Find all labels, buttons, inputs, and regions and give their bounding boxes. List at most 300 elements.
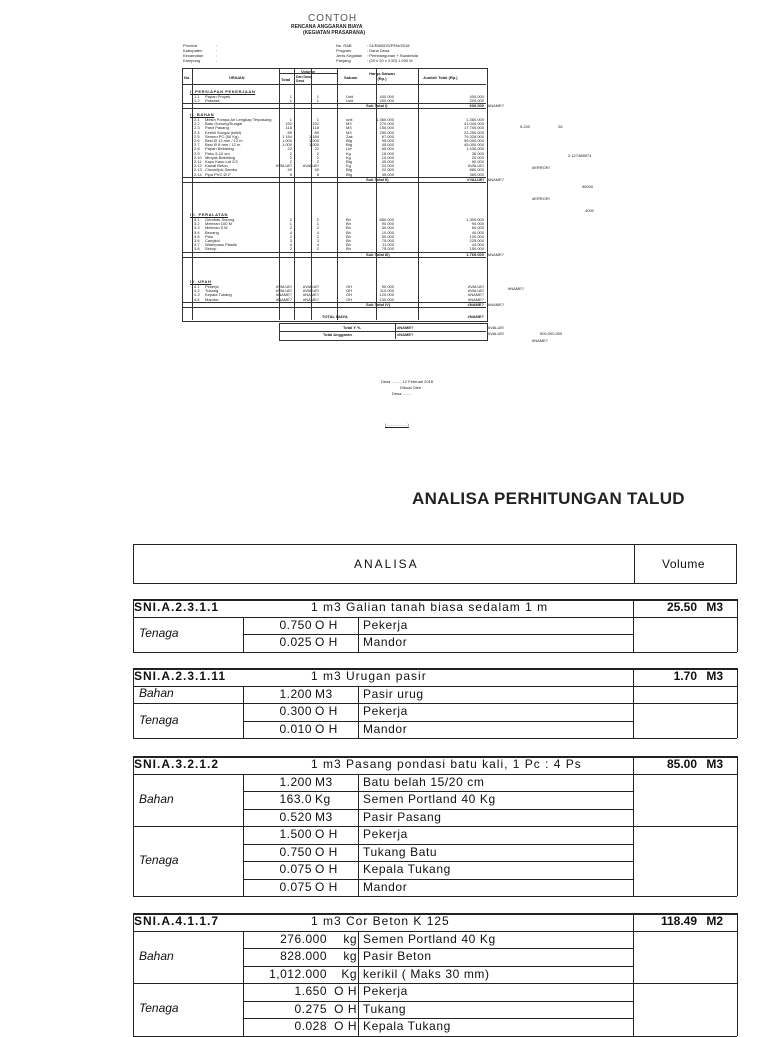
rab-cell-dana: 8: [316, 171, 319, 177]
rab-subtotal-label: Sub Total II): [366, 176, 389, 182]
table-rule: [243, 634, 633, 635]
rab-cell-dana: #VALUE!: [302, 163, 319, 169]
analisa-item: Mandor: [363, 879, 408, 894]
rab-cell-jumlah: 95.000.000: [463, 138, 484, 143]
table-rule: [243, 983, 244, 1036]
rab-cell-no: 2.1: [194, 117, 200, 122]
rab-cell-dana: 1: [316, 117, 319, 122]
rab-subtotal-label: Sub Total III): [366, 251, 390, 257]
rab-cell-dana: 2: [316, 225, 319, 231]
rab-cell-jumlah: #NAME?: [467, 292, 484, 298]
rab-cell-dana: 2: [316, 154, 319, 160]
table-rule: [243, 809, 633, 810]
hdr-uraian: URAIAN: [229, 75, 245, 80]
rab-cell-satuan: Bh: [346, 233, 351, 239]
rab-cell-satuan: Bh: [346, 229, 351, 235]
rab-cell-total: #VALUE!: [275, 163, 292, 169]
analisa-coef: 0.025: [279, 635, 312, 649]
rab-cell-total: 1.000: [281, 138, 292, 143]
analisa-desc: 1 m3 Urugan pasir: [311, 669, 427, 683]
analisa-volume-unit: M2: [706, 914, 723, 928]
rab-cell-total: 2: [289, 159, 292, 164]
analisa-unit: O H: [315, 827, 338, 841]
rab-subtotal-value: #VALUE!: [467, 176, 484, 182]
sign-role: Dibuat Oleh :: [400, 385, 424, 390]
rab-cell-jumlah: 36.000: [471, 150, 484, 156]
analisa-unit: Kg: [315, 792, 331, 806]
analisa-volume: 1.70: [673, 669, 697, 683]
rab-cell-satuan: Bh: [346, 246, 351, 252]
meta-right-label: Jenis Kegiatan: [336, 53, 363, 58]
table-rule: [358, 703, 359, 738]
analisa-unit: O H: [315, 862, 338, 876]
rab-cell-uraian: Besi Ø 8 mm / 12 m: [205, 142, 241, 148]
rab-cell-uraian: Paku 5-10 cm: [205, 150, 230, 156]
table-rule: [358, 983, 359, 1036]
rab-cell-no: 2.11: [194, 159, 202, 164]
analisa-coef: 0.750: [279, 844, 312, 859]
rab-cell-total: 118: [285, 125, 292, 131]
table-rule: [243, 826, 244, 896]
table-rule: [243, 791, 633, 792]
rab-cell-dana: 40: [314, 167, 319, 173]
side-note: 26: [558, 124, 563, 129]
analisa-coef: 276.000: [280, 931, 327, 946]
rab-cell-jumlah: 1.300.000: [466, 217, 484, 222]
meta-left-colon: :: [216, 53, 218, 58]
meta-right-value: : 01/RAB/DS/PEM/2018: [367, 43, 410, 48]
rab-cell-satuan: OH: [346, 288, 352, 294]
table-rule: [133, 617, 134, 652]
analisa-unit: M3: [315, 686, 333, 701]
analisa-coef: 0.275: [294, 1001, 327, 1016]
rab-subtotal-note: #NAME?: [488, 176, 505, 182]
rab-cell-dana: 2: [316, 217, 319, 222]
rab-cell-uraian: Kepala Tukang: [205, 292, 232, 298]
rab-cell-satuan: Btg: [346, 138, 353, 143]
rab-cell-uraian: Waterpass Plastik: [205, 242, 237, 248]
rab-cell-total: 1: [289, 98, 292, 104]
analisa-coef: 0.520: [279, 809, 312, 824]
rab-cell-no: 4.2: [194, 288, 200, 294]
rab-cell-total: 1.184: [281, 133, 292, 139]
analisa-code: SNI.A.4.1.1.7: [134, 914, 220, 928]
analisa-item: Pekerja: [363, 984, 408, 998]
rab-cell-harga: 11.000: [382, 242, 394, 248]
rab-cell-dana: 1.184: [308, 133, 319, 139]
rab-cell-uraian: Sekop: [205, 246, 217, 252]
rab-cell-satuan: Bh: [346, 225, 351, 231]
rab-subtotal-value: 1.769.000: [466, 251, 484, 257]
table-rule: [133, 983, 134, 1036]
rab-cell-harga: 50.000: [381, 233, 394, 239]
hdr-jumlah: Jumlah Total (Rp.): [423, 75, 458, 80]
analisa-category: Tenaga: [139, 1001, 179, 1016]
analisa-item: Pasir Beton: [363, 949, 432, 963]
rab-cell-total: 2: [289, 233, 292, 239]
rab-cell-harga: 75.000: [381, 246, 394, 252]
side-note: #NAME?: [508, 286, 525, 291]
rab-cell-no: 4.3: [194, 292, 200, 298]
rab-cell-total: #NAME?: [275, 296, 292, 302]
volume-col-label: Volume: [662, 557, 706, 571]
analisa-unit: O H: [315, 635, 338, 649]
rab-cell-no: 2.9: [194, 150, 200, 156]
table-rule: [737, 931, 738, 984]
side-note: #VALUE!: [488, 325, 505, 330]
side-note: 4000: [585, 208, 594, 213]
rab-cell-uraian: Pasir Pasang: [205, 125, 229, 131]
side-note: #ERROR!: [532, 165, 550, 170]
rab-cell-no: 2.2: [194, 121, 200, 127]
rab-cell-harga: 1.360.000: [376, 117, 394, 122]
analisa-coef: 828.000: [280, 949, 327, 963]
analisa-unit: O H: [315, 844, 338, 859]
rab-sheet: [0, 0, 768, 440]
side-note: #ERROR!: [532, 196, 550, 201]
rab-cell-harga: 10.000: [381, 154, 394, 160]
rab-cell-total: 2: [289, 217, 292, 222]
rab-cell-harga: 120.000: [379, 292, 394, 298]
rab-cell-harga: 200.000: [379, 98, 394, 104]
rab-cell-jumlah: 400.000: [469, 94, 484, 99]
analisa-item: Tukang: [363, 1001, 407, 1016]
analisa-category: Bahan: [139, 948, 174, 963]
analisa-item: Semen Portland 40 Kg: [363, 931, 496, 946]
rab-subtotal-note: #NAME?: [488, 251, 505, 257]
meta-left-label: Kabupaten: [183, 48, 203, 53]
table-rule: [737, 826, 738, 896]
rab-cell-harga: 130.000: [379, 296, 394, 302]
rab-cell-dana: 22: [314, 146, 319, 152]
analisa-item: Pekerja: [363, 704, 408, 718]
rab-cell-uraian: Benang: [205, 229, 219, 235]
rab-cell-satuan: OH: [346, 284, 352, 289]
rab-cell-uraian: Kerikil Sungai (krikil): [205, 129, 242, 135]
analisa-coef: 1,012.000: [269, 966, 327, 981]
rab-cell-uraian: Palu: [205, 233, 214, 239]
table-rule: [133, 652, 737, 653]
rab-cell-jumlah: 1.360.000: [466, 117, 484, 122]
table-rule: [358, 686, 359, 704]
rab-cell-dana: 4: [316, 242, 319, 248]
rab-cell-satuan: M3: [346, 125, 352, 131]
analisa-coef: 1.200: [279, 774, 312, 789]
analisa-coef: 0.028: [294, 1019, 327, 1033]
side-note: 96000: [582, 184, 594, 189]
analisa-coef: 1.200: [279, 686, 312, 701]
rab-cell-satuan: Btg: [346, 142, 353, 148]
analisa-category: Bahan: [139, 791, 174, 806]
rab-cell-uraian: Pipa PVC Ø 2": [205, 171, 232, 177]
rab-cell-jumlah: 100.000: [469, 233, 484, 239]
summary-label: Total Y %: [343, 325, 361, 330]
rab-cell-harga: 400.000: [379, 94, 394, 99]
analisa-volume-unit: M3: [706, 669, 723, 683]
analisa-coef: 0.075: [279, 862, 312, 876]
rab-cell-harga: 150.000: [379, 125, 394, 131]
rab-subtotal-label: Sub Total IV): [366, 301, 391, 307]
rab-cell-jumlah: 22.250.000: [463, 129, 484, 135]
rab-cell-satuan: Kg: [346, 163, 351, 169]
rab-title: RENCANA ANGGARAN BIAYA: [291, 24, 363, 30]
rab-cell-harga: 67.000: [381, 133, 394, 139]
analisa-item: Batu belah 15/20 cm: [363, 774, 485, 789]
rab-cell-dana: 1: [316, 94, 319, 99]
rab-cell-no: 3.8: [194, 246, 200, 252]
rab-subtotal-value: #NAME?: [467, 301, 484, 307]
rab-cell-dana: 152: [312, 121, 319, 127]
rab-cell-total: 4: [289, 242, 292, 248]
analisa-volume: 118.49: [660, 914, 697, 928]
analisa-unit: O H: [315, 704, 338, 718]
table-rule: [133, 1036, 737, 1037]
rab-cell-uraian: Mesin Pompa Air Lengkap Terpasang: [205, 117, 272, 122]
rab-cell-uraian: Minyak Bekisting: [205, 154, 236, 160]
analisa-unit: O H: [334, 1019, 357, 1033]
rab-cell-dana: 3: [316, 238, 319, 243]
rab-cell-jumlah: 44.000: [471, 242, 484, 248]
rab-cell-jumlah: 41.040.000: [463, 121, 484, 127]
rab-cell-harga: 10.000: [381, 229, 394, 235]
rab-cell-total: 1: [289, 221, 292, 227]
rab-section-title: III. PERALATAN: [190, 212, 229, 217]
rab-cell-jumlah: #VALUE!: [467, 284, 484, 289]
table-rule: [737, 983, 738, 1036]
hdr-volume: Volume: [301, 69, 316, 74]
rab-cell-uraian: Meteran 5 M: [205, 225, 228, 231]
hdr-total: Total: [281, 77, 291, 82]
rab-summary-box: [279, 323, 488, 341]
rab-cell-harga: 270.000: [379, 121, 394, 127]
meta-left-colon: :: [216, 43, 218, 48]
analisa-volume: 25.50: [666, 600, 697, 614]
meta-left-label: Kecamatan: [183, 53, 204, 58]
table-rule: [133, 599, 134, 617]
rab-cell-total: 1.000: [281, 142, 292, 148]
rab-cell-total: 2: [289, 225, 292, 231]
rab-cell-total: 89: [287, 129, 292, 135]
meta-right-label: Program: [336, 48, 352, 53]
table-rule: [737, 617, 738, 652]
analisa-coef: 0.010: [279, 721, 312, 736]
rab-cell-total: 4: [289, 229, 292, 235]
sign-place: Desa ........, 12 Februari 2018: [381, 379, 434, 384]
rab-cell-harga: 30.000: [381, 225, 394, 231]
rab-cell-satuan: Kg: [346, 150, 351, 156]
rab-cell-dana: 2: [316, 246, 319, 252]
rab-cell-harga: 75.000: [381, 238, 394, 243]
rab-cell-dana: #VALUE!: [302, 284, 319, 289]
rab-cell-uraian: Gerobak Sorong: [205, 217, 235, 222]
rab-cell-total: 1: [289, 94, 292, 99]
rab-cell-jumlah: 90.000: [471, 221, 484, 227]
table-rule: [633, 931, 634, 984]
table-rule: [133, 931, 134, 984]
rab-cell-jumlah: 20.000: [471, 154, 484, 160]
table-rule: [133, 983, 737, 984]
rab-cell-no: 2.8: [194, 146, 200, 152]
rab-cell-jumlah: 40.000: [471, 229, 484, 235]
rab-cell-uraian: Besi Ø 12 mm / 12 m: [205, 138, 243, 143]
analisa-coef: 0.075: [279, 879, 312, 894]
rab-cell-harga: 90.000: [381, 221, 394, 227]
table-rule: [243, 966, 633, 967]
rab-cell-no: 3.6: [194, 238, 200, 243]
rab-cell-no: 3.7: [194, 242, 200, 248]
meta-left-label: Kampung: [183, 58, 201, 63]
rab-cell-no: 4.1: [194, 284, 200, 289]
rab-cell-uraian: Papan Proyek: [205, 94, 231, 99]
meta-right-value: : Pembangunan + Swakelola: [367, 53, 419, 58]
rab-cell-total: 1: [289, 117, 292, 122]
rab-cell-satuan: Zak: [346, 133, 353, 139]
analisa-unit: O H: [315, 617, 338, 632]
rab-cell-uraian: Kayu Kaso Lat 2/3: [205, 159, 238, 164]
rab-cell-uraian: Pekerja: [205, 284, 219, 289]
table-rule: [633, 703, 634, 738]
table-rule: [737, 913, 738, 931]
side-note: 2.127488974: [568, 153, 592, 158]
table-rule: [633, 599, 634, 617]
rab-cell-jumlah: 79.328.000: [463, 133, 484, 139]
table-rule: [243, 861, 633, 862]
analisa-coef: 0.300: [279, 704, 312, 718]
rab-cell-no: 4.4: [194, 296, 200, 302]
table-rule: [358, 826, 359, 896]
table-rule: [633, 756, 634, 774]
analisa-desc: 1 m3 Cor Beton K 125: [311, 914, 450, 928]
table-rule: [358, 931, 359, 984]
summary-label: Total Anggaran: [323, 332, 352, 337]
analisa-title: ANALISA PERHITUNGAN TALUD: [412, 489, 685, 508]
table-rule: [358, 774, 359, 827]
rab-cell-uraian: Tukang: [205, 288, 219, 294]
table-rule: [133, 686, 737, 687]
rab-cell-total: #VALUE!: [275, 284, 292, 289]
rab-cell-uraian: Prasasti: [205, 98, 220, 104]
rab-cell-jumlah: 1.430.000: [466, 146, 484, 152]
rab-cell-total: #VALUE!: [275, 288, 292, 294]
meta-right-value: : Dana Desa: [367, 48, 390, 53]
side-note: #NAME?: [532, 338, 549, 343]
rab-cell-harga: 45.000: [381, 171, 394, 177]
rab-cell-jumlah: 150.000: [469, 246, 484, 252]
table-rule: [737, 686, 738, 704]
analisa-item: Pasir Pasang: [363, 809, 442, 824]
side-note: 500,000,000: [540, 331, 563, 336]
analisa-unit: kg: [343, 931, 357, 946]
table-rule: [358, 617, 359, 652]
analisa-item: Mandor: [363, 721, 408, 736]
table-rule: [133, 896, 737, 897]
table-rule: [243, 686, 244, 704]
rab-cell-total: 8: [289, 171, 292, 177]
rab-cell-satuan: OH: [346, 296, 352, 302]
table-rule: [633, 617, 634, 652]
table-rule: [243, 1001, 633, 1002]
rab-cell-jumlah: 90.000: [471, 159, 484, 164]
rab-cell-dana: 4: [316, 229, 319, 235]
table-rule: [133, 703, 737, 704]
table-rule: [133, 738, 737, 739]
rab-cell-jumlah: 45.000.000: [463, 142, 484, 148]
analisa-item: Semen Portland 40 Kg: [363, 792, 496, 806]
rab-cell-dana: 118: [312, 125, 319, 131]
rab-cell-dana: 2: [316, 150, 319, 156]
table-rule: [737, 756, 738, 774]
rab-cell-no: 2.7: [194, 142, 200, 148]
rab-cell-dana: #VALUE!: [302, 288, 319, 294]
analisa-col-label: ANALISA: [354, 557, 419, 571]
rab-cell-no: 3.4: [194, 229, 200, 235]
table-rule: [133, 774, 134, 827]
rab-cell-no: 2.3: [194, 125, 200, 131]
rab-cell-satuan: Bh: [346, 242, 351, 248]
side-note: #VALUE!: [488, 331, 505, 336]
analisa-code: SNI.A.3.2.1.2: [134, 757, 220, 771]
analisa-coef: 1.650: [294, 984, 327, 998]
rab-cell-uraian: Cincin/Ijuk Sambu: [205, 167, 238, 173]
rab-cell-jumlah: 225.000: [469, 238, 484, 243]
rab-total-value: #NAME?: [467, 314, 484, 319]
table-rule: [243, 774, 244, 827]
rab-section-title: II. BAHAN: [190, 112, 215, 117]
rab-cell-harga: 110.000: [379, 288, 394, 294]
analisa-coef: 163.0: [279, 792, 312, 806]
analisa-desc: 1 m3 Pasang pondasi batu kali, 1 Pc : 4 Ps: [311, 757, 582, 771]
table-rule: [633, 983, 634, 1036]
analisa-item: Kepala Tukang: [363, 1019, 451, 1033]
rab-cell-total: 2: [289, 246, 292, 252]
hdr-no: No.: [184, 75, 191, 80]
rab-cell-dana: 2: [316, 159, 319, 164]
sign-org: Desa ........: [392, 391, 412, 396]
hdr-satuan: Satuan: [344, 75, 358, 80]
analisa-item: Kepala Tukang: [363, 862, 451, 876]
rab-section-title: IV. UPAH: [190, 279, 212, 284]
rab-cell-jumlah: #NAME?: [467, 296, 484, 302]
rab-cell-dana: #NAME?: [302, 292, 319, 298]
side-note: 5.240: [520, 124, 531, 129]
table-rule: [633, 913, 634, 931]
table-rule: [133, 686, 134, 704]
analisa-category: Tenaga: [139, 712, 179, 727]
analisa-unit: M3: [315, 809, 333, 824]
rab-total-label: TOTAL BIAYA: [322, 314, 348, 319]
analisa-volume: 85.00: [666, 757, 697, 771]
rab-cell-no: 1.1: [194, 94, 200, 99]
table-rule: [633, 668, 634, 686]
meta-left-colon: :: [216, 58, 218, 63]
rab-cell-total: 2: [289, 154, 292, 160]
analisa-unit: O H: [315, 721, 338, 736]
table-rule: [243, 844, 633, 845]
table-rule: [133, 913, 134, 931]
analisa-volume-unit: M3: [706, 600, 723, 614]
table-rule: [133, 668, 134, 686]
rab-cell-uraian: Mandor: [205, 296, 219, 302]
rab-cell-no: 2.4: [194, 129, 200, 135]
rab-cell-harga: 45.000: [381, 142, 394, 148]
table-rule: [243, 703, 244, 738]
rab-cell-satuan: Bh: [346, 217, 351, 222]
rab-cell-harga: 18.000: [381, 150, 394, 156]
rab-cell-satuan: Btg: [346, 159, 353, 164]
rab-cell-harga: 22.000: [381, 167, 394, 173]
rab-cell-satuan: Lbr: [346, 146, 352, 152]
rab-cell-dana: 1: [316, 221, 319, 227]
